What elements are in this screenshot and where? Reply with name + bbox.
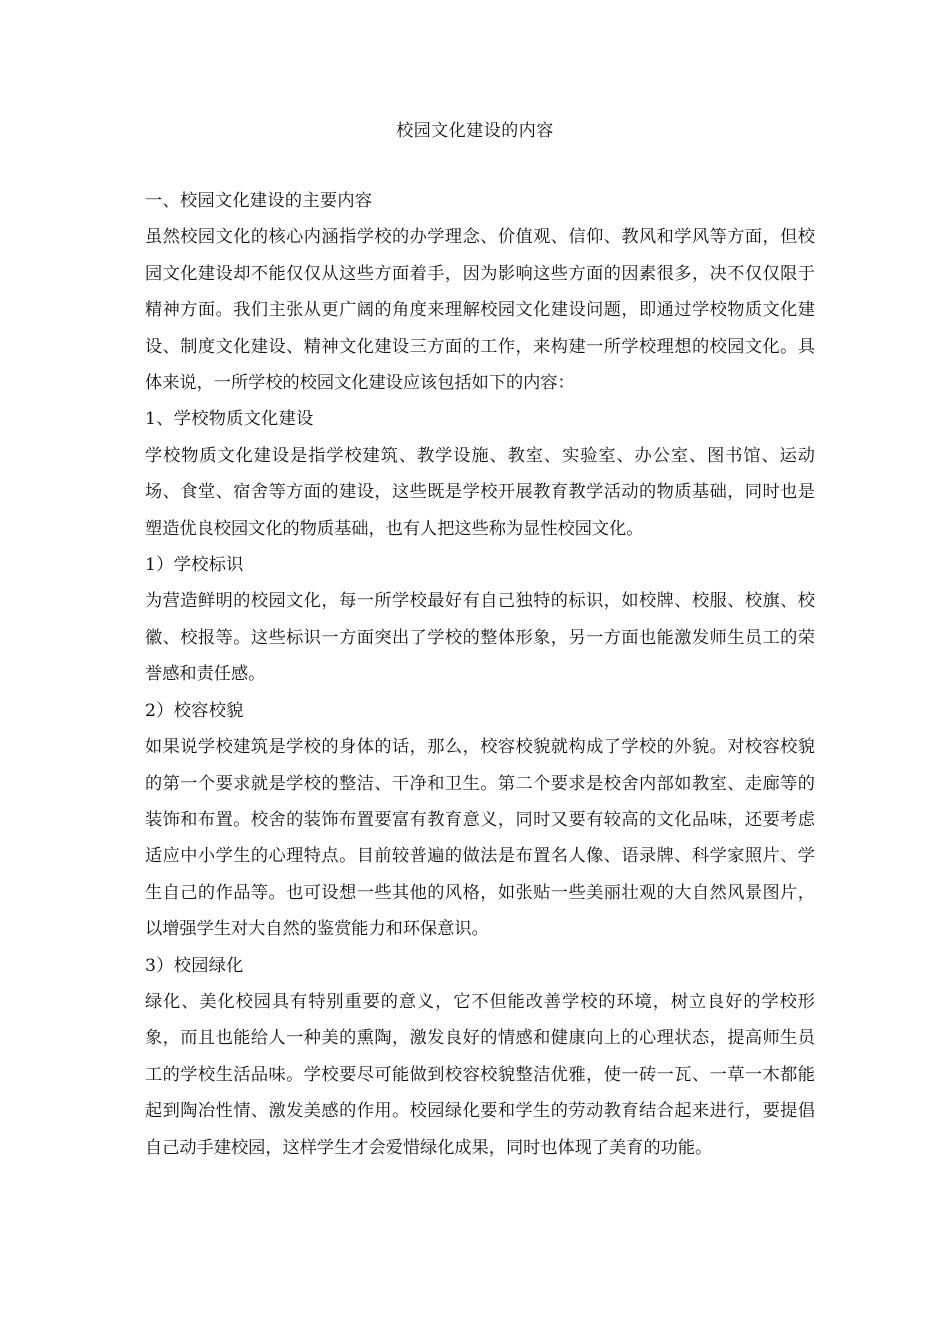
subheading-school-identity: 1）学校标识 <box>145 555 244 576</box>
paragraph-campus-greening: 绿化、美化校园具有特别重要的意义，它不但能改善学校的环境，树立良好的学校形象，而且也能给人一种美的熏陶，激发良好的情感和健康向上的心理状态，提高师生员工的学校生活品味。学校要尽可能做到校容校貌整洁优雅，使一砖一瓦、一草一木都能起到陶冶性情、激发美感的作用。校园绿化要和学生的劳动教育结合起来进行，要提倡自己动手建校园，这样学生才会爱惜绿化成果，同时也体现了美育的功能。 <box>145 991 815 1158</box>
document-title: 校园文化建设的内容 <box>396 121 554 141</box>
paragraph-material-culture: 学校物质文化建设是指学校建筑、教学设施、教室、实验室、办公室、图书馆、运动场、食堂、宿舍等方面的建设，这些既是学校开展教育教学活动的物质基础，同时也是塑造优良校园文化的物质基础，也有人把这些称为显性校园文化。 <box>145 445 815 539</box>
section-heading-main-content: 一、校园文化建设的主要内容 <box>145 191 373 211</box>
paragraph-intro: 虽然校园文化的核心内涵指学校的办学理念、价值观、信仰、教风和学风等方面，但校园文化建设却不能仅仅从这些方面着手，因为影响这些方面的因素很多，决不仅仅限于精神方面。我们主张从更广阔的角度来理解校园文化建设问题，即通过学校物质文化建设、制度文化建设、精神文化建设三方面的工作，来构建一所学校理想的校园文化。具体来说，一所学校的校园文化建设应该包括如下的内容： <box>145 227 815 394</box>
subheading-campus-appearance: 2）校容校貌 <box>145 700 244 721</box>
document-body <box>145 183 815 1166</box>
paragraph-campus-appearance: 如果说学校建筑是学校的身体的话，那么，校容校貌就构成了学校的外貌。对校容校貌的第一个要求就是学校的整洁、干净和卫生。第二个要求是校舍内部如教室、走廊等的装饰和布置。校舍的装饰布置要富有教育意义，同时又要有较高的文化品味，还要考虑适应中小学生的心理特点。目前较普遍的做法是布置名人像、语录牌、科学家照片、学生自己的作品等。也可设想一些其他的风格，如张贴一些美丽壮观的大自然风景图片，以增强学生对大自然的鉴赏能力和环保意识。 <box>145 737 815 940</box>
subheading-campus-greening: 3）校园绿化 <box>145 955 244 976</box>
paragraph-school-identity: 为营造鲜明的校园文化，每一所学校最好有自己独特的标识，如校牌、校服、校旗、校徽、校报等。这些标识一方面突出了学校的整体形象，另一方面也能激发师生员工的荣誉感和责任感。 <box>145 591 815 685</box>
section-heading-material-culture: 1、学校物质文化建设 <box>145 409 314 430</box>
